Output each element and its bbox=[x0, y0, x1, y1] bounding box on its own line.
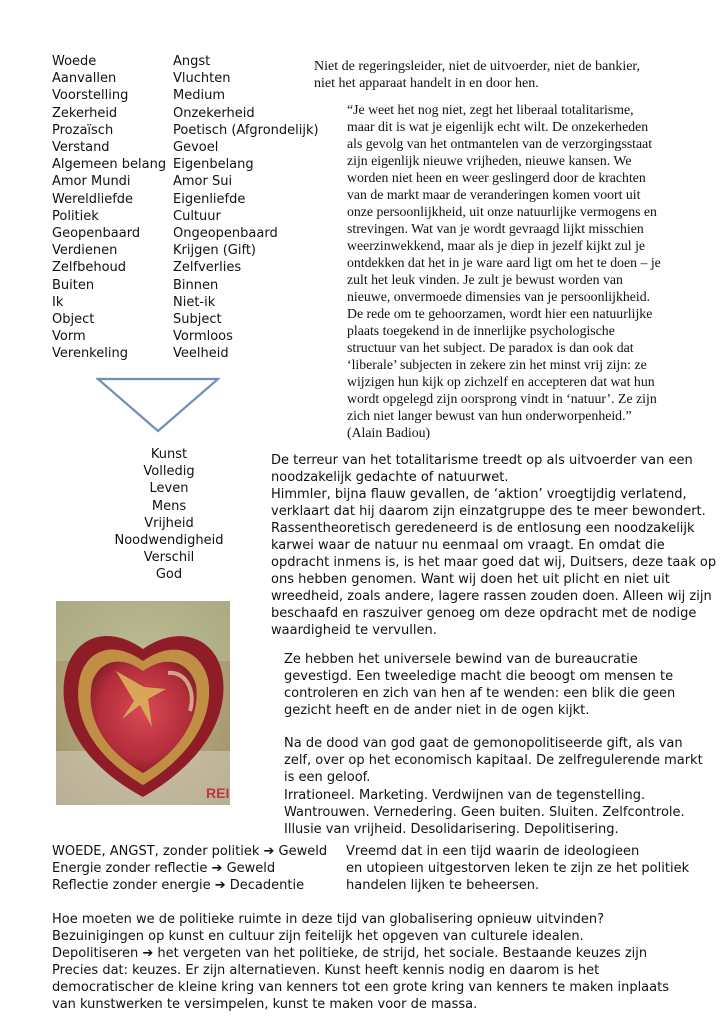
text-line: van kunstwerken te versimpelen, kunst te maken voor de massa. bbox=[52, 997, 478, 1012]
center-word: Leven bbox=[149, 481, 189, 497]
text-line: beschaafd en raszuiver genoeg om deze opdracht met de nodige bbox=[271, 606, 697, 621]
middle-word: Gevoel bbox=[173, 140, 219, 156]
center-word: God bbox=[155, 567, 183, 583]
closing-paragraph bbox=[52, 911, 692, 1013]
god-paragraph bbox=[284, 735, 703, 786]
quote-line: als gevolg van het ontmantelen van de verzorgingsstaat bbox=[347, 136, 653, 151]
left-word: Ik bbox=[52, 294, 64, 310]
quote-line: “Je weet het nog niet, zegt het liberaal totalitarisme, bbox=[347, 102, 634, 117]
center-word: Mens bbox=[151, 498, 187, 514]
keywords-paragraph bbox=[284, 787, 684, 838]
quote-line: zich niet langer bewust van hun onderworpenheid.” bbox=[347, 408, 632, 423]
quote-line: structuur van het subject. De paradox is dan ook dat bbox=[347, 340, 634, 355]
text-line: Ze hebben het universele bewind van de bureaucratie bbox=[284, 652, 638, 667]
left-word: Algemeen belang bbox=[52, 157, 167, 173]
center-word: Noodwendigheid bbox=[114, 533, 224, 549]
quote-line: weerzinwekkend, maar als je diep in jezelf kijkt zul je bbox=[347, 238, 646, 253]
middle-word: Krijgen (Gift) bbox=[173, 243, 256, 259]
relation-effect: Geweld bbox=[226, 861, 276, 876]
text-line: Wantrouwen. Vernedering. Geen buiten. Sluiten. Zelfcontrole. bbox=[284, 805, 685, 820]
center-word: Verschil bbox=[143, 550, 195, 566]
quote-line: strevingen. Wat van je wordt gevraagd lijkt misschien bbox=[347, 221, 644, 236]
center-word: Kunst bbox=[150, 447, 188, 462]
relation-effect: Geweld bbox=[278, 844, 328, 859]
relations-block bbox=[52, 843, 352, 894]
relation-row bbox=[52, 877, 352, 894]
text-line: en utopieen uitgestorven leken te zijn ze het politiek bbox=[346, 861, 690, 876]
left-word: Prozaïsch bbox=[52, 122, 114, 138]
text-line: Na de dood van god gaat de gemonopolitiseerde gift, als van bbox=[284, 736, 683, 751]
text-line: niet het apparaat handelt in en door hen. bbox=[314, 76, 539, 91]
middle-word: Vormloos bbox=[173, 329, 233, 345]
middle-word: Medium bbox=[173, 88, 225, 104]
quote-line: van de markt maar de veranderingen komen voort uit bbox=[347, 187, 641, 202]
middle-word: Vluchten bbox=[173, 71, 231, 87]
text-line: is een geloof. bbox=[284, 770, 371, 785]
middle-word: Veelheid bbox=[173, 346, 229, 362]
middle-word: Binnen bbox=[173, 277, 219, 293]
quote-attribution: (Alain Badiou) bbox=[347, 425, 431, 440]
middle-word: Subject bbox=[173, 312, 222, 328]
ideology-paragraph bbox=[346, 843, 691, 894]
quote-line: zult het leuk vinden. Je zult je bewust worden van bbox=[347, 272, 623, 287]
text-line: wreedheid, zoals andere, lagere rassen zouden doen. Alleen wij zijn bbox=[271, 589, 712, 604]
text-line: handelen lijken te beheersen. bbox=[346, 878, 540, 893]
text-line: ons hebben genomen. Want wij doen het uit plicht en niet uit bbox=[271, 572, 670, 587]
text-line: democratischer de kleine kring van kenners tot een grote kring van kenners te maken inplaats bbox=[52, 980, 669, 995]
relation-cause: WOEDE, ANGST, zonder politiek bbox=[52, 844, 260, 859]
left-word: Wereldliefde bbox=[52, 191, 134, 207]
text-line: Hoe moeten we de politieke ruimte in deze tijd van globalisering opnieuw uitvinden? bbox=[52, 912, 604, 927]
text-line: verklaart dat hij daarom zijn einzatgruppe des te meer bewondert. bbox=[271, 504, 706, 519]
left-word: Object bbox=[52, 312, 95, 328]
left-word: Geopenbaard bbox=[52, 226, 141, 242]
text-line: gevestigd. Een tweeledige macht die beoogt om mensen te bbox=[284, 669, 674, 684]
quote-line: maar dit is wat je eigenlijk echt wilt. De onzekerheden bbox=[347, 119, 649, 134]
relation-effect: Decadentie bbox=[229, 878, 305, 893]
quote-line: plaats toegekend in de innerlijke psychologische bbox=[347, 323, 615, 338]
middle-word: Niet-ik bbox=[173, 294, 216, 310]
quote-line: worden niet heen en weer geslingerd door de krachten bbox=[347, 170, 646, 185]
left-word: Politiek bbox=[52, 208, 99, 224]
text-line: gezicht heeft en de ander niet in de ogen kijkt. bbox=[284, 703, 590, 718]
bureaucracy-paragraph bbox=[284, 651, 684, 719]
text-line: waardigheid te vervullen. bbox=[271, 623, 437, 638]
middle-word: Cultuur bbox=[173, 208, 221, 224]
quote-line: ‘liberale’ subjecten in zekere zin het minst vrij zijn: ze bbox=[347, 357, 647, 372]
quote-line: onze persoonlijkheid, uit onze natuurlijke vermogens en bbox=[347, 204, 657, 219]
text-line: Himmler, bijna flauw gevallen, de ‘aktion’ vroegtijdig verlatend, bbox=[271, 487, 687, 502]
text-line: Vreemd dat in een tijd waarin de ideologieen bbox=[346, 844, 640, 859]
quote-line: wijzigen hun kijk op zichzelf en accepteren dat wat hun bbox=[347, 374, 655, 389]
center-word: Vrijheid bbox=[144, 515, 194, 531]
arrow-icon: ➔ bbox=[211, 861, 223, 876]
middle-word: Eigenbelang bbox=[173, 157, 254, 173]
text-line: controleren en zich van hen af te wenden: een blik die geen bbox=[284, 686, 676, 701]
quote-line: zijn eigenlijk nieuwe vrijheden, nieuwe kansen. We bbox=[347, 153, 632, 168]
middle-word: Eigenliefde bbox=[173, 191, 246, 207]
left-word-column bbox=[52, 53, 166, 363]
text-line: karwei waar de natuur nu eenmaal om vraagt. En omdat die bbox=[271, 538, 665, 553]
inverted-triangle bbox=[96, 377, 220, 433]
middle-word: Ongeopenbaard bbox=[173, 226, 278, 242]
text-line: noodzakelijk gedachte of natuurwet. bbox=[271, 470, 509, 485]
quote-line: De rede om te gehoorzamen, wordt hier een natuurlijke bbox=[347, 306, 653, 321]
left-word: Verstand bbox=[52, 140, 110, 156]
left-word: Zelfbehoud bbox=[52, 260, 127, 276]
left-word: Buiten bbox=[52, 277, 95, 293]
relation-row bbox=[52, 860, 352, 877]
left-word: Vorm bbox=[52, 329, 86, 345]
left-word: Zekerheid bbox=[52, 105, 118, 121]
center-word-column bbox=[94, 446, 244, 584]
left-word: Voorstelling bbox=[52, 88, 129, 104]
text-line: Niet de regeringsleider, niet de uitvoerder, niet de bankier, bbox=[314, 59, 641, 74]
terror-paragraph bbox=[271, 452, 717, 639]
arrow-icon: ➔ bbox=[214, 878, 226, 893]
intro-paragraph bbox=[314, 58, 704, 92]
quote-line: wordt opgelegd zijn oorsprong vindt in ‘natuur’. Ze zijn bbox=[347, 391, 657, 406]
left-word: Aanvallen bbox=[52, 71, 117, 87]
middle-word: Amor Sui bbox=[173, 174, 233, 190]
left-word: Verenkeling bbox=[52, 346, 128, 362]
text-line: Rassentheoretisch geredeneerd is de entlosung een noodzakelijk bbox=[271, 521, 695, 536]
left-word: Amor Mundi bbox=[52, 174, 131, 190]
text-line: zelf, over op het economisch kapitaal. De zelfregulerende markt bbox=[284, 753, 703, 768]
quote-line: ontdekken dat het in je ware aard ligt om het te doen – je bbox=[347, 255, 661, 270]
text-line: opdracht inmens is, is het maar goed dat wij, Duitsers, deze taak op bbox=[271, 555, 717, 570]
heart-painting bbox=[56, 601, 230, 805]
center-word: Volledig bbox=[143, 464, 195, 480]
painting-signature: REI bbox=[206, 785, 230, 801]
text-line: Irrationeel. Marketing. Verdwijnen van de tegenstelling. bbox=[284, 788, 646, 803]
middle-word: Angst bbox=[173, 54, 211, 69]
text-line: Depolitiseren ➔ het vergeten van het politieke, de strijd, het sociale. Bestaande keuzes zijn bbox=[52, 946, 648, 961]
middle-word: Onzekerheid bbox=[173, 105, 255, 121]
quote-line: nieuwe, onvermoede dimensies van je persoonlijkheid. bbox=[347, 289, 651, 304]
text-line: De terreur van het totalitarisme treedt op als uitvoerder van een bbox=[271, 453, 693, 468]
middle-word: Zelfverlies bbox=[173, 260, 242, 276]
relation-cause: Energie zonder reflectie bbox=[52, 861, 208, 876]
relation-cause: Reflectie zonder energie bbox=[52, 878, 211, 893]
text-line: Precies dat: keuzes. Er zijn alternatieven. Kunst heeft kennis nodig en daarom is het bbox=[52, 963, 600, 978]
left-word: Woede bbox=[52, 54, 97, 69]
arrow-icon: ➔ bbox=[263, 844, 275, 859]
text-line: Illusie van vrijheid. Desolidarisering. Depolitisering. bbox=[284, 822, 619, 837]
left-word: Verdienen bbox=[52, 243, 118, 259]
relation-row bbox=[52, 843, 352, 860]
middle-word: Poetisch (Afgrondelijk) bbox=[173, 122, 319, 138]
middle-word-column bbox=[173, 53, 319, 363]
badiou-quote bbox=[347, 101, 692, 441]
text-line: Bezuinigingen op kunst en cultuur zijn feitelijk het opgeven van culturele idealen. bbox=[52, 929, 584, 944]
